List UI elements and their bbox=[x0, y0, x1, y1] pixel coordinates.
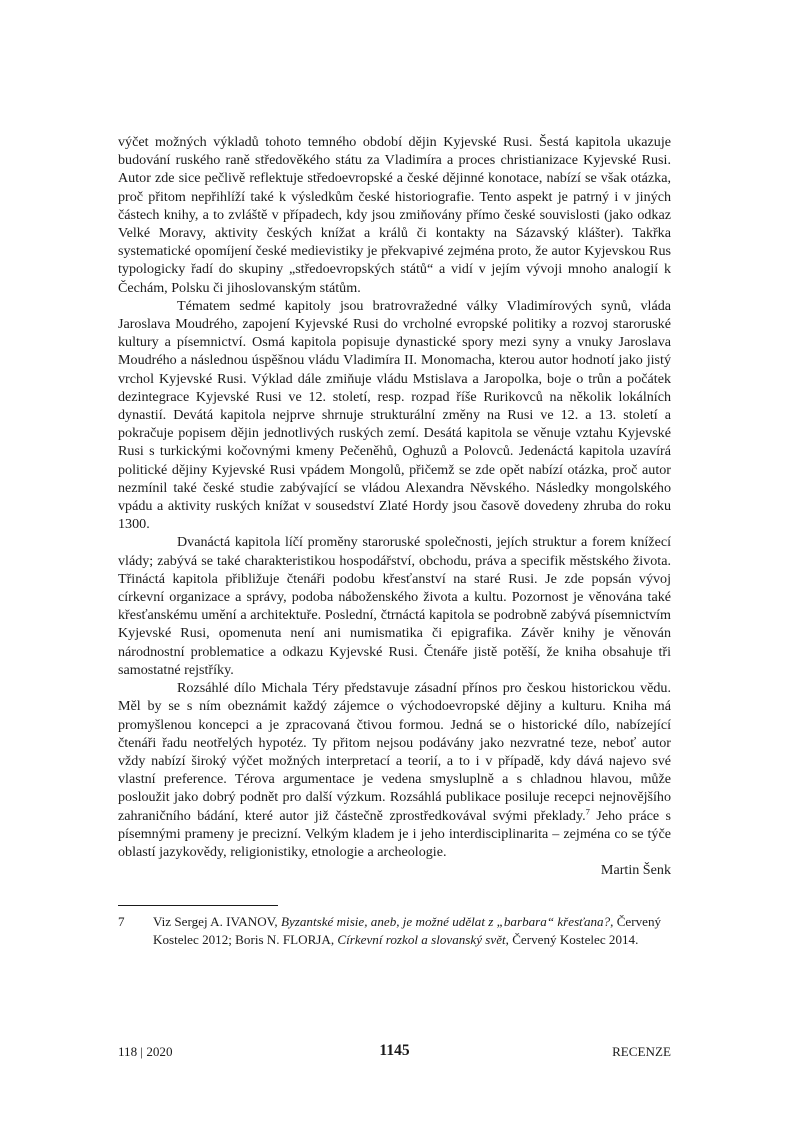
footnote-text-part2: , Červený Kostelec 2012; Boris N. FLORJA, bbox=[153, 914, 662, 947]
page-footer bbox=[118, 1044, 671, 1066]
paragraph-4-tail: Jeho práce s písemnými prameny je precizní. Velkým kladem je i jeho interdisciplinarita – zejména co se týče oblastí jazykovědy, religionistiky, etnologie a archeologie. bbox=[118, 807, 672, 860]
footnote-text bbox=[153, 913, 671, 949]
paragraph-4-text: Rozsáhlé dílo Michala Téry představuje zásadní přínos pro českou historickou vědu. Měl by se s ním obeznámit každý zájemce o východoevropské dějiny a kulturu. Kniha má promyšlenou koncepci a je zpracovaná čtivou formou. Jedná se o historické dílo, nabízející čtenáři řadu neotřelých hypotéz. Ty přitom nejsou podávány jako nezvratné teze, neboť autor vždy nabízí široký výčet možných interpretací a teorií, a to i v případě, kdy dává najevo své vlastní preference. Térova argumentace je vedena smysluplně a s chladnou hlavou, může posloužit jako dobrý podnět pro další výzkum. Rozsáhlá publikace posiluje recepci nejnovějšího zahraničního bádání, které autor již částečně zprostředkovával svými překlady. bbox=[118, 680, 671, 824]
footnote-title-2: Církevní rozkol a slovanský svět bbox=[337, 932, 506, 947]
article-body bbox=[118, 133, 671, 879]
footer-issue: 118 | 2020 bbox=[118, 1044, 173, 1059]
footnote-number: 7 bbox=[118, 914, 125, 929]
author-signature: Martin Šenk bbox=[600, 862, 671, 879]
paragraph-4 bbox=[118, 679, 671, 861]
footnote-text-part1: Viz Sergej A. IVANOV, bbox=[153, 914, 281, 929]
footnote-reference[interactable]: 7 bbox=[585, 805, 590, 816]
footnote-divider bbox=[118, 905, 278, 906]
footer-section: RECENZE bbox=[612, 1044, 671, 1059]
footnote-7 bbox=[118, 913, 671, 949]
paragraph-2: Tématem sedmé kapitoly jsou bratrovražedné války Vladimírových synů, vláda Jaroslava Moudrého, zapojení Kyjevské Rusi do vrcholné evropské politiky a rozvoj staroruské kultury a písemnictví. Osmá kapitola popisuje dynastické spory mezi syny a vnuky Jaroslava Moudrého a následnou úspěšnou vládu Vladimíra II. Monomacha, kterou autor hodnotí jako jistý vrchol Kyjevské Rusi. Výklad dále zmiňuje vládu Mstislava a Jaropolka, boje o trůn a počátek dezintegrace Kyjevské Rusi ve 12. století, resp. rozpad říše Rurikovců na několik lokálních dynastií. Devátá kapitola nejprve shrnuje strukturální změny na Rusi ve 12. a 13. století a pokračuje popisem dějin jednotlivých ruských zemí. Desátá kapitola se věnuje vztahu Kyjevské Rusi s turkickými kočovnými kmeny Pečeněhů, Oghuzů a Polovců. Jedenáctá kapitola uzavírá politické dějiny Kyjevské Rusi vpádem Mongolů, přičemž se zde opět nabízí otázka, proč autor nezmínil také české studie zabývající se vládou Alexandra Něvského. Následky mongolského vpádu a aktivity ruských knížat v sousedství Zlaté Hordy jsou časově dovedeny zhruba do roku 1300. bbox=[118, 297, 671, 533]
page-number: 1145 bbox=[379, 1042, 410, 1059]
footnote-text-part3: , Červený Kostelec 2014. bbox=[505, 932, 639, 947]
paragraph-1: výčet možných výkladů tohoto temného období dějin Kyjevské Rusi. Šestá kapitola ukazuje budování ruského raně středověkého státu za Vladimíra a proces christianizace Kyjevské Rusi. Autor zde sice pečlivě reflektuje středoevropské a české dějinné konotace, nabízí se však otázka, proč přitom nepřihlíží také k výsledkům české historiografie. Tento aspekt je patrný i v jiných částech knihy, a to zvláště v případech, kdy jsou zmiňovány přímo české souvislosti (jako odkaz Velké Moravy, aktivity českých knížat a králů či kontakty na Sázavský klášter). Takřka systematické opomíjení české medievistiky je překvapivé zejména proto, že autor Kyjevskou Rus typologicky řadí do skupiny „středoevropských států“ a vidí v jejím vývoji mnoho analogií k Čechám, Polsku či jihoslovanským státům. bbox=[118, 134, 671, 296]
paragraph-3: Dvanáctá kapitola líčí proměny staroruské společnosti, jejích struktur a forem knížecí vlády; zabývá se také charakteristikou hospodářství, obchodu, práva a specifik městského života. Třináctá kapitola přibližuje čtenáři podobu křesťanství na staré Rusi. Je zde popsán vývoj církevní organizace a správy, podoba náboženského života a kultu. Pozornost je věnována také křesťanskému umění a architektuře. Poslední, čtrnáctá kapitola se podrobně zabývá písemnictvím Kyjevské Rusi, opomenuta není ani numismatika či epigrafika. Závěr knihy je věnován národnostní problematice a odkazu Kyjevské Rusi. Čtenáře jistě potěší, že kniha obsahuje tři samostatné rejstříky. bbox=[118, 534, 671, 678]
footnote-title-1: Byzantské misie, aneb, je možné udělat z „barbara“ křesťana? bbox=[280, 914, 611, 929]
